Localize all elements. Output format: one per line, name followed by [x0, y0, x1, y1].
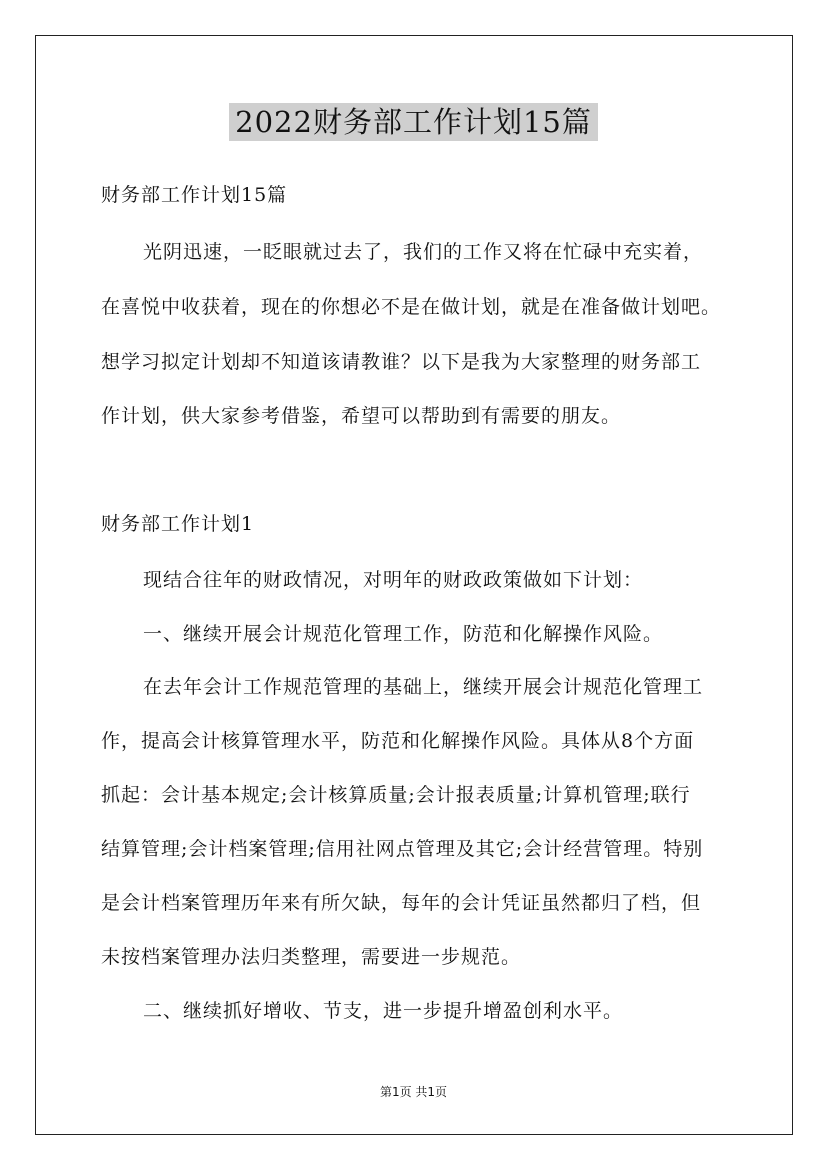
document-subtitle: 财务部工作计划15篇 [101, 184, 288, 206]
page-footer: 第1页 共1页 [379, 1085, 448, 1099]
intro-line: 想学习拟定计划却不知道该请教谁？以下是我为大家整理的财务部工 [101, 351, 702, 373]
body-line: 结算管理;会计档案管理;信用社网点管理及其它;会计经营管理。特别 [101, 838, 704, 860]
intro-line: 作计划，供大家参考借鉴，希望可以帮助到有需要的朋友。 [101, 405, 622, 427]
intro-line: 光阴迅速，一眨眼就过去了，我们的工作又将在忙碌中充实着， [143, 241, 704, 263]
body-line: 抓起：会计基本规定;会计核算质量;会计报表质量;计算机管理;联行 [101, 784, 691, 806]
body-line: 现结合往年的财政情况，对明年的财政政策做如下计划： [143, 569, 644, 591]
body-line: 是会计档案管理历年来有所欠缺，每年的会计凭证虽然都归了档，但 [101, 892, 702, 914]
document-title-wrapper [0, 100, 827, 141]
section-heading: 财务部工作计划1 [101, 513, 255, 535]
intro-line: 在喜悦中收获着，现在的你想必不是在做计划，就是在准备做计划吧。 [101, 296, 722, 318]
body-line: 在去年会计工作规范管理的基础上，继续开展会计规范化管理工 [143, 676, 704, 698]
document-title: 2022财务部工作计划15篇 [229, 103, 598, 141]
body-line: 一、继续开展会计规范化管理工作，防范和化解操作风险。 [143, 623, 664, 645]
body-line: 二、继续抓好增收、节支，进一步提升增盈创利水平。 [143, 1000, 624, 1022]
body-line: 未按档案管理办法归类整理，需要进一步规范。 [101, 946, 522, 968]
body-line: 作，提高会计核算管理水平，防范和化解操作风险。具体从8个方面 [101, 730, 695, 752]
